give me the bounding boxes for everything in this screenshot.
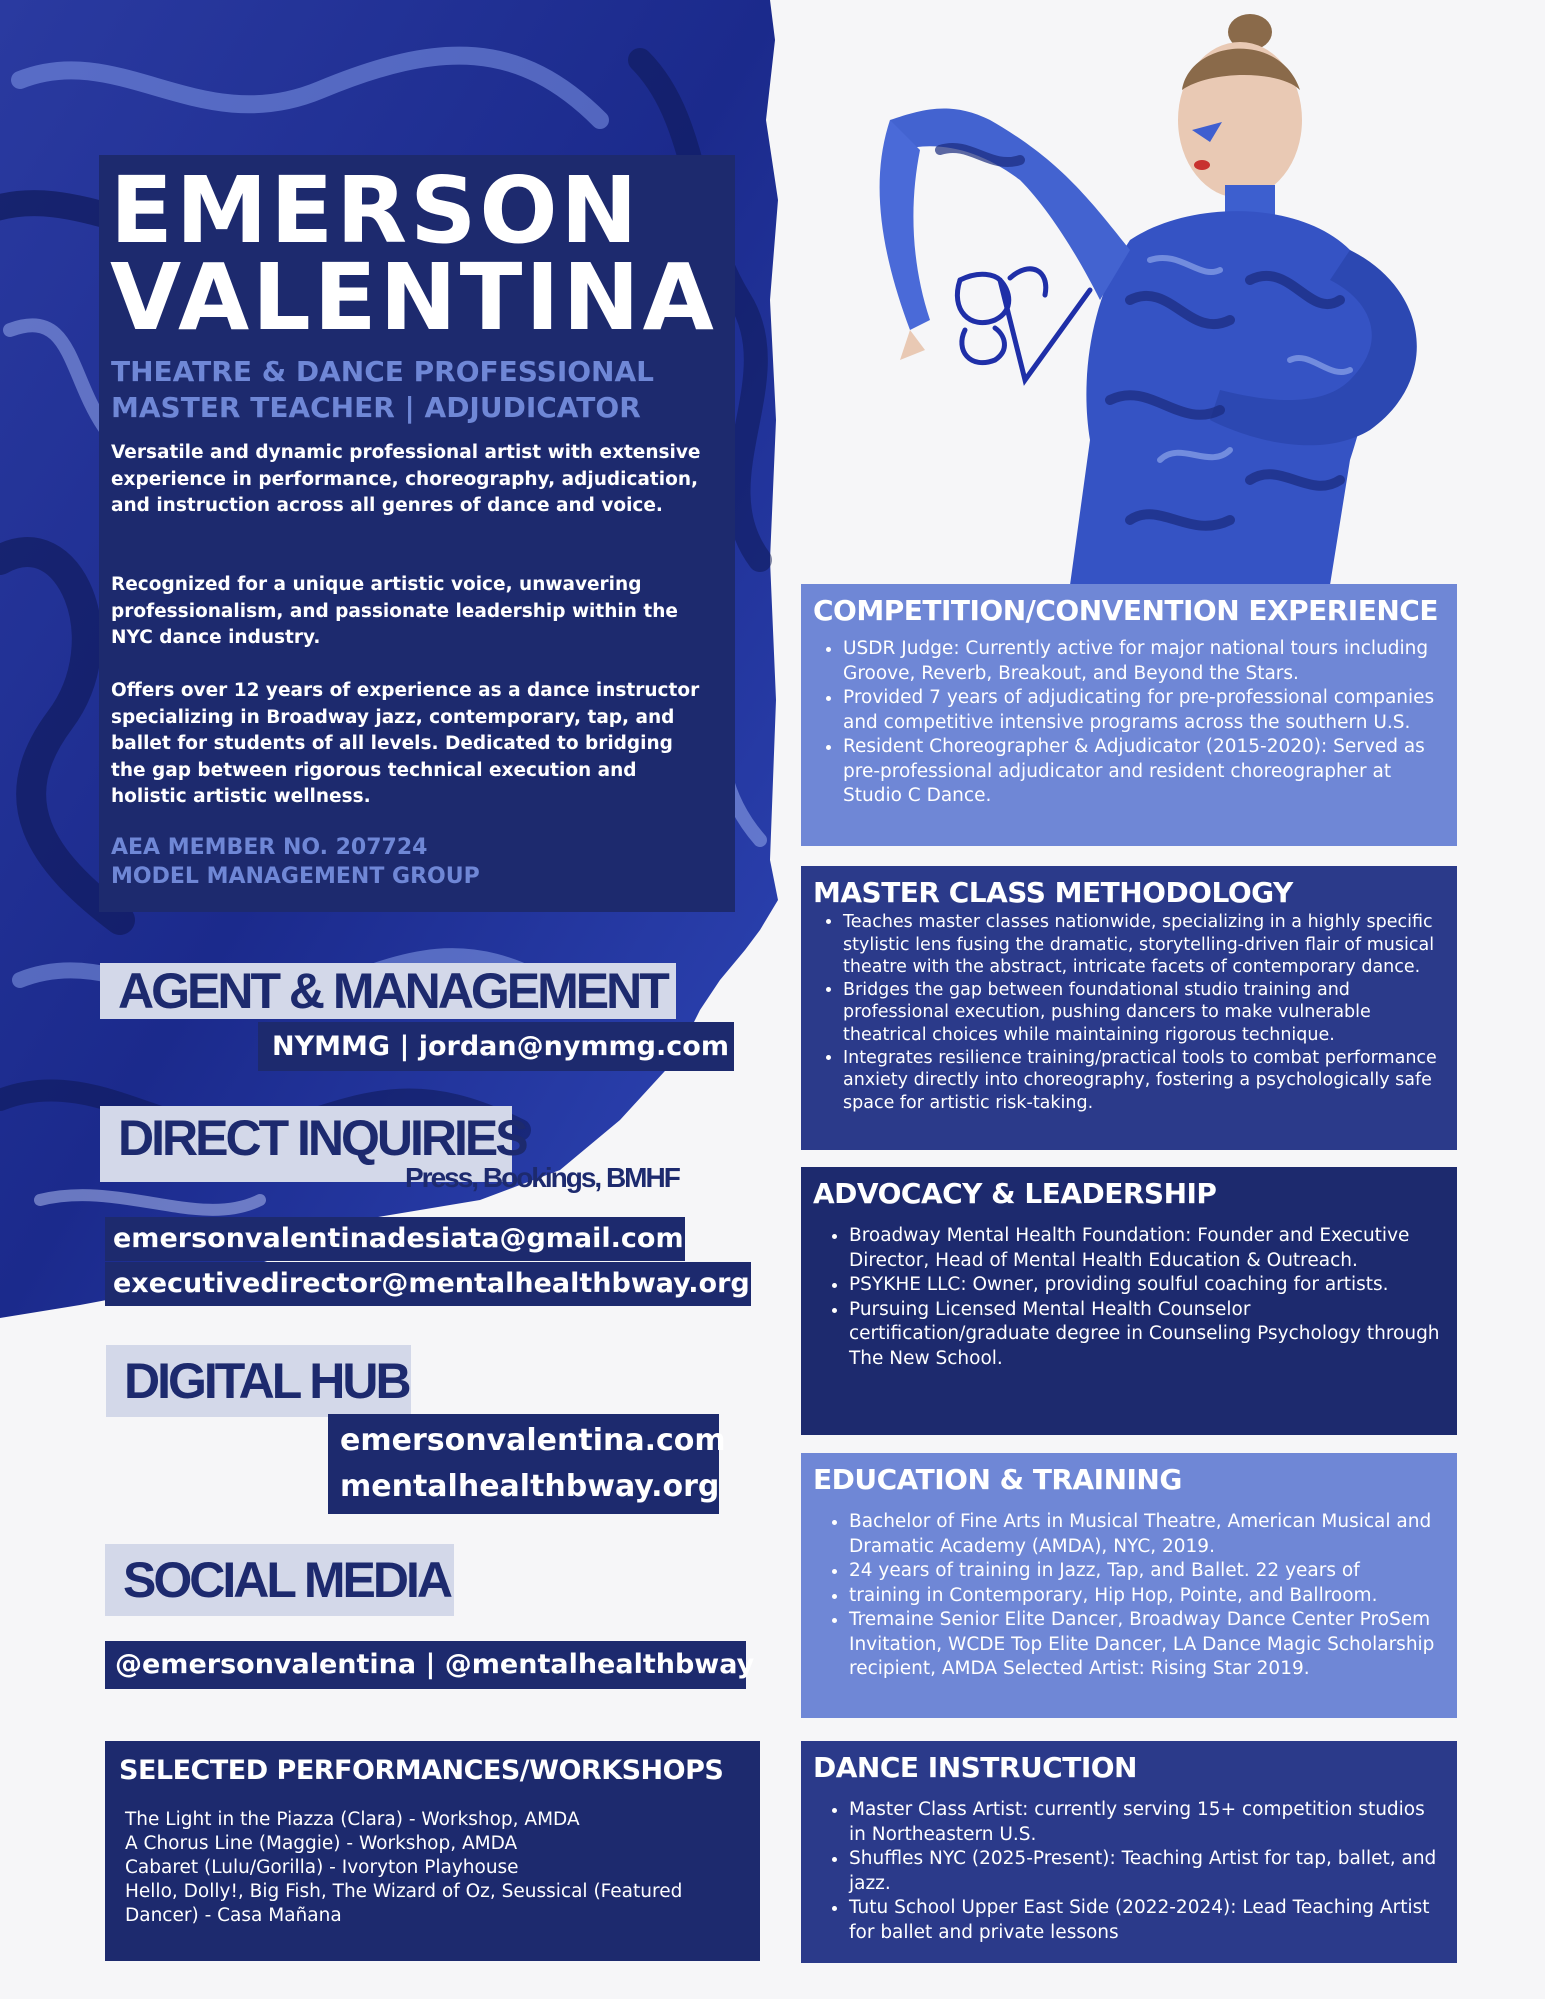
competition-item: • Resident Choreographer & Adjudicator (2015-2020): Served as pre-professional adjudicator and resident choreographer at Studio C Dance.: [843, 735, 1445, 809]
dancer-portrait-image: [830, 0, 1450, 585]
advocacy-section: [801, 1167, 1457, 1435]
bio-paragraph: Versatile and dynamic professional artist with extensive experience in performance, choreography, adjudication, and instruction across all genres of dance and voice.: [111, 442, 701, 516]
instruction-heading: DANCE INSTRUCTION: [813, 1751, 1137, 1784]
advocacy-item: • Pursuing Licensed Mental Health Counselor certification/graduate degree in Counseling Psychology through The New School.: [849, 1298, 1445, 1372]
performance-item: A Chorus Line (Maggie) - Workshop, AMDA: [125, 1833, 518, 1854]
instruction-section: [801, 1741, 1457, 1963]
methodology-heading: MASTER CLASS METHODOLOGY: [813, 876, 1293, 909]
competition-section: [801, 584, 1457, 846]
bio-paragraph: Offers over 12 years of experience as a dance instructor specializing in Broadway jazz, contemporary, tap, and ballet for students of all levels. Dedicated to bridging the gap between rigorous technical execution and holistic artistic wellness.: [111, 680, 700, 807]
methodology-section: [801, 866, 1457, 1150]
advocacy-heading: ADVOCACY & LEADERSHIP: [813, 1177, 1217, 1210]
performance-item: The Light in the Piazza (Clara) - Workshop, AMDA: [125, 1809, 580, 1830]
inquiries-note: Press, Bookings, BMHF: [405, 1162, 679, 1193]
education-section: [801, 1453, 1457, 1718]
digital-heading: DIGITAL HUB: [106, 1345, 411, 1417]
advocacy-item: • PSYKHE LLC: Owner, providing soulful coaching for artists.: [849, 1273, 1445, 1298]
website-link[interactable]: mentalhealthbway.org: [340, 1469, 720, 1504]
aea-membership: AEA MEMBER NO. 207724: [111, 835, 428, 860]
websites-box: [328, 1414, 726, 1514]
subtitle-roles: MASTER TEACHER | ADJUDICATOR: [111, 391, 641, 424]
name-first: EMERSON: [110, 157, 641, 264]
education-item: • 24 years of training in Jazz, Tap, and Ballet. 22 years of: [849, 1559, 1445, 1584]
instruction-item: • Shuffles NYC (2025-Present): Teaching Artist for tap, ballet, and jazz.: [849, 1847, 1445, 1896]
subtitle-profession: THEATRE & DANCE PROFESSIONAL: [111, 355, 655, 388]
name-last: VALENTINA: [110, 244, 717, 351]
email-foundation[interactable]: executivedirector@mentalhealthbway.org: [105, 1262, 751, 1306]
education-item: • Bachelor of Fine Arts in Musical Theatre, American Musical and Dramatic Academy (AMDA), NYC, 2019.: [849, 1510, 1445, 1559]
email-personal[interactable]: emersonvalentinadesiata@gmail.com: [105, 1217, 685, 1261]
performance-item: Hello, Dolly!, Big Fish, The Wizard of Oz, Seussical (Featured Dancer) - Casa Mañana: [125, 1881, 683, 1926]
competition-item: • USDR Judge: Currently active for major national tours including Groove, Reverb, Breakout, and Beyond the Stars.: [843, 637, 1445, 686]
inquiries-heading: DIRECT INQUIRIES: [100, 1106, 512, 1182]
methodology-item: • Integrates resilience training/practical tools to combat performance anxiety directly into choreography, fostering a psychologically safe space for artistic risk-taking.: [843, 1047, 1445, 1115]
butterfly-monogram-icon: [940, 250, 1100, 400]
model-management: MODEL MANAGEMENT GROUP: [111, 864, 480, 889]
instruction-item: • Tutu School Upper East Side (2022-2024): Lead Teaching Artist for ballet and private lessons: [849, 1896, 1445, 1945]
performances-heading: SELECTED PERFORMANCES/WORKSHOPS: [119, 1755, 724, 1786]
performances-section: [105, 1741, 760, 1961]
advocacy-item: • Broadway Mental Health Foundation: Founder and Executive Director, Head of Mental Health Education & Outreach.: [849, 1224, 1445, 1273]
methodology-item: • Bridges the gap between foundational studio training and professional execution, pushing dancers to make vulnerable theatrical choices while maintaining rigorous technique.: [843, 979, 1445, 1047]
agent-heading: AGENT & MANAGEMENT: [100, 963, 676, 1019]
agent-contact[interactable]: NYMMG | jordan@nymmg.com: [258, 1022, 734, 1071]
methodology-item: • Teaches master classes nationwide, specializing in a highly specific stylistic lens fusing the dramatic, storytelling-driven flair of musical theatre with the abstract, intricate facets of contemporary dance.: [843, 911, 1445, 979]
education-heading: EDUCATION & TRAINING: [813, 1463, 1182, 1496]
education-item: • Tremaine Senior Elite Dancer, Broadway Dance Center ProSem Invitation, WCDE Top Elite Dancer, LA Dance Magic Scholarship recipient, AMDA Selected Artist: Rising Star 2019.: [849, 1608, 1445, 1682]
performance-item: Cabaret (Lulu/Gorilla) - Ivoryton Playhouse: [125, 1857, 519, 1878]
bio-paragraph: Recognized for a unique artistic voice, unwavering professionalism, and passionate leadership within the NYC dance industry.: [111, 574, 678, 648]
website-link[interactable]: emersonvalentina.com: [340, 1423, 726, 1458]
competition-item: • Provided 7 years of adjudicating for pre-professional companies and competitive intensive programs across the southern U.S.: [843, 686, 1445, 735]
instruction-item: • Master Class Artist: currently serving 15+ competition studios in Northeastern U.S.: [849, 1798, 1445, 1847]
education-item: • training in Contemporary, Hip Hop, Pointe, and Ballroom.: [849, 1584, 1445, 1609]
social-heading: SOCIAL MEDIA: [105, 1544, 454, 1616]
social-handles[interactable]: @emersonvalentina | @mentalhealthbway: [105, 1641, 746, 1689]
competition-heading: COMPETITION/CONVENTION EXPERIENCE: [813, 594, 1438, 627]
